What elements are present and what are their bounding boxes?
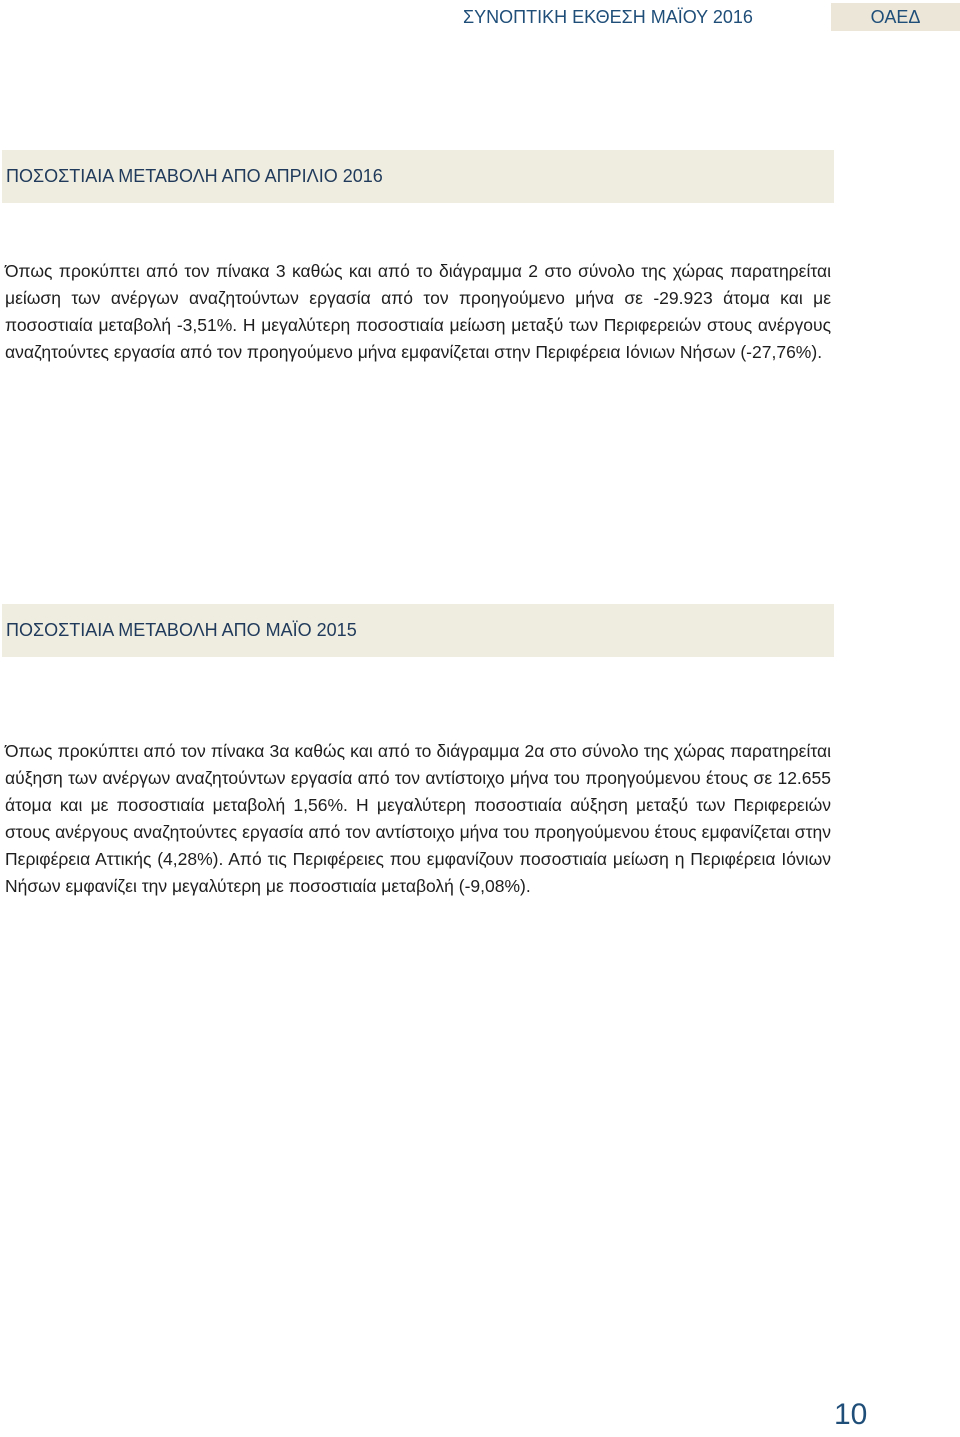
section-heading-may-2015: ΠΟΣΟΣΤΙΑΙΑ ΜΕΤΑΒΟΛΗ ΑΠΟ ΜΑΪΟ 2015 — [2, 604, 834, 657]
section-paragraph-may-2015: Όπως προκύπτει από τον πίνακα 3α καθώς και από το διάγραμμα 2α στο σύνολο της χώρας παρατηρείται αύξηση των ανέργων αναζητούντων εργασία από τον αντίστοιχο μήνα του προηγούμενου έτους σε 12.655 άτομα και με ποσοστιαία μεταβολή 1,56%. Η μεγαλύτερη ποσοστιαία αύξηση μεταξύ των Περιφερειών στους ανέργους αναζητούντες εργασία από τον αντίστοιχο μήνα του προηγούμενου έτους εμφανίζεται στην Περιφέρεια Αττικής (4,28%). Από τις Περιφέρειες που εμφανίζουν ποσοστιαία μείωση η Περιφέρεια Ιόνιων Νήσων εμφανίζει την μεγαλύτερη με ποσοστιαία μεταβολή (-9,08%). — [5, 741, 831, 896]
report-title: ΣΥΝΟΠΤΙΚΗ ΕΚΘΕΣΗ ΜΑΪΟΥ 2016 — [463, 7, 753, 27]
section-heading-april-2016: ΠΟΣΟΣΤΙΑΙΑ ΜΕΤΑΒΟΛΗ ΑΠΟ ΑΠΡΙΛΙΟ 2016 — [2, 150, 834, 203]
organization-badge: ΟΑΕΔ — [831, 3, 960, 31]
section-paragraph-april-2016: Όπως προκύπτει από τον πίνακα 3 καθώς και από το διάγραμμα 2 στο σύνολο της χώρας παρατηρείται μείωση των ανέργων αναζητούντων εργασία από τον προηγούμενο μήνα σε -29.923 άτομα και με ποσοστιαία μεταβολή -3,51%. Η μεγαλύτερη ποσοστιαία μείωση μεταξύ των Περιφερειών στους ανέργους αναζητούντες εργασία από τον προηγούμενο μήνα εμφανίζεται στην Περιφέρεια Ιόνιων Νήσων (-27,76%). — [5, 261, 831, 362]
page-number: 10 — [834, 1398, 868, 1431]
page-header — [0, 0, 960, 34]
